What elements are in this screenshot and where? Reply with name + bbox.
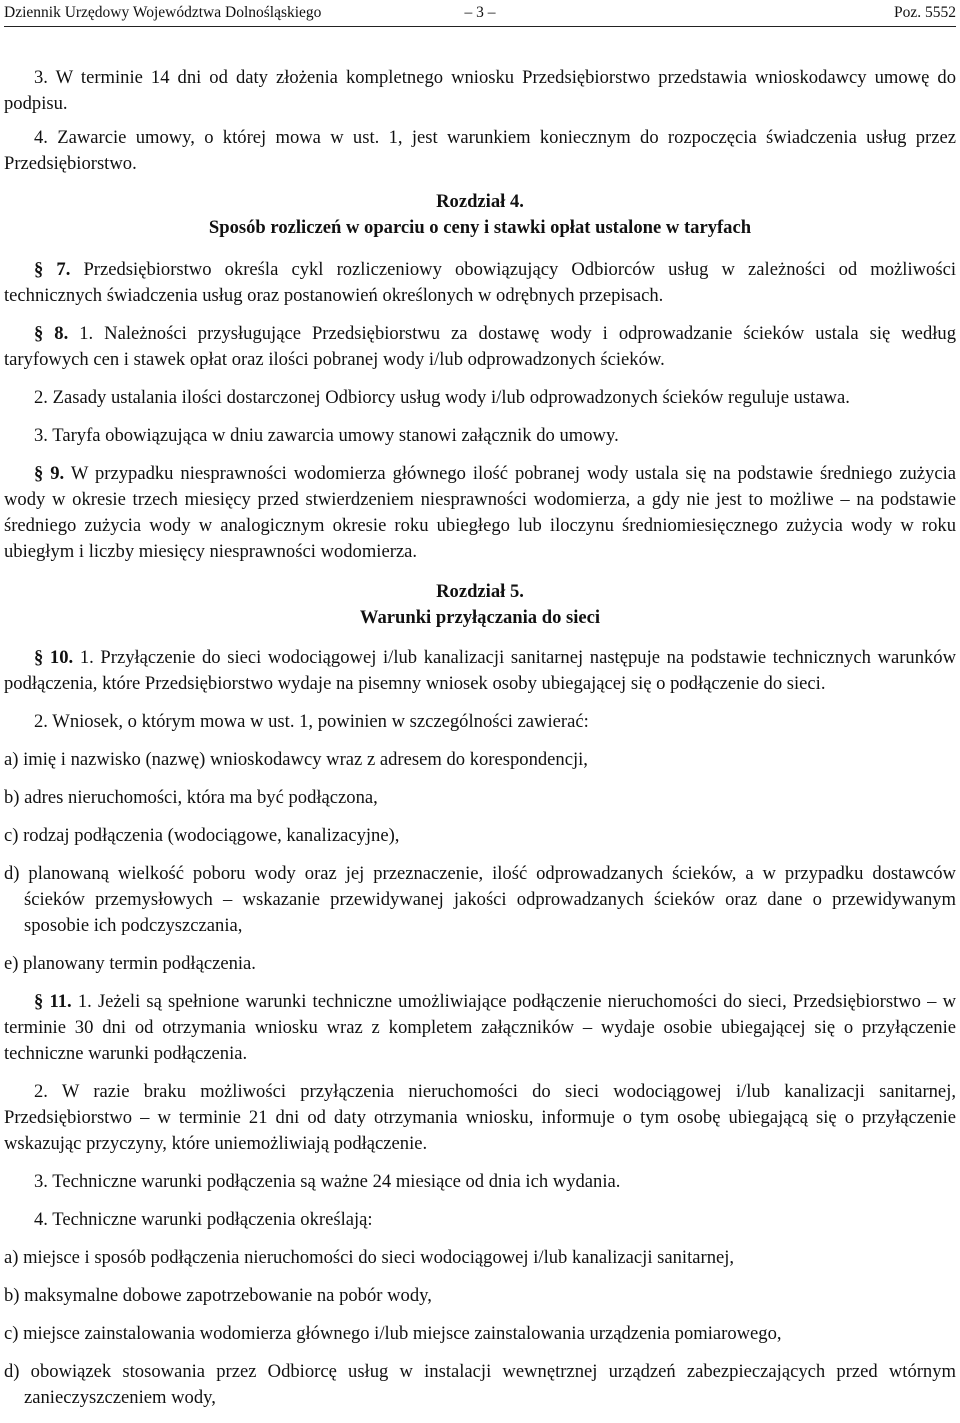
list-item: d) planowaną wielkość poboru wody oraz jej przeznaczenie, ilość odprowadzanych ścieków, a w przypadku dostawców ścieków przemysłowych – wskazanie przewidywanej jakości odprowadzanych ścieków oraz dane o przewidywanym sposobie ich podczyszczania, bbox=[4, 863, 956, 936]
paragraph-text: Zawarcie umowy, o której mowa w ust. 1, jest warunkiem koniecznym do rozpoczęcia świadczenia usług przez Przedsiębiorstwo. bbox=[4, 127, 956, 174]
list-item: b) adres nieruchomości, która ma być podłączona, bbox=[4, 787, 378, 808]
document-page bbox=[4, 0, 956, 1423]
section-11-point-3 bbox=[4, 1169, 956, 1195]
point-text: Zasady ustalania ilości dostarczonej Odbiorcy usług wody i/lub odprowadzonych ścieków reguluje ustawa. bbox=[52, 387, 850, 408]
point-text: W razie braku możliwości przyłączenia nieruchomości do sieci wodociągowej i/lub kanalizacji sanitarnej, Przedsiębiorstwo – w terminie 21 dni od daty otrzymania wniosku, informuje o tym osobę ubiegającą się o przyłączenie wskazując przyczyny, które uniemożliwiają podłączenie. bbox=[4, 1081, 957, 1154]
chapter-label: Rozdział 4. bbox=[436, 191, 524, 212]
section-8-point-1 bbox=[4, 321, 956, 373]
point-number: 1. bbox=[79, 647, 94, 668]
paragraph-number: 3. bbox=[34, 67, 48, 88]
paragraph-text: W terminie 14 dni od daty złożenia kompletnego wniosku Przedsiębiorstwo przedstawia wnioskodawcy umowę do podpisu. bbox=[4, 67, 956, 114]
list-item: a) imię i nazwisko (nazwę) wnioskodawcy wraz z adresem do korespondencji, bbox=[4, 749, 588, 770]
section-number: § 9. bbox=[34, 463, 65, 484]
chapter-label: Rozdział 5. bbox=[436, 581, 524, 602]
section-9 bbox=[4, 461, 956, 565]
section-10-point-2 bbox=[4, 709, 956, 735]
chapter-5-heading bbox=[4, 579, 956, 631]
section-number: § 8. bbox=[34, 323, 69, 344]
header-rule bbox=[4, 26, 956, 27]
journal-title: Dziennik Urzędowy Województwa Dolnośląskiego bbox=[4, 4, 322, 21]
section-number: § 10. bbox=[34, 647, 74, 668]
point-text: Techniczne warunki podłączenia określają: bbox=[52, 1209, 373, 1230]
list-item: d) obowiązek stosowania przez Odbiorcę usług w instalacji wewnętrznej urządzeń zabezpieczających przed wtórnym zanieczyszczeniem wody, bbox=[4, 1361, 956, 1408]
point-text: Techniczne warunki podłączenia są ważne 24 miesiące od dnia ich wydania. bbox=[52, 1171, 621, 1192]
point-text: Wniosek, o którym mowa w ust. 1, powinien w szczególności zawierać: bbox=[52, 711, 589, 732]
section-10-point-1 bbox=[4, 645, 956, 697]
section-8-point-2 bbox=[4, 385, 956, 411]
page-number: – 3 – bbox=[464, 4, 496, 21]
point-number: 2. bbox=[34, 1081, 48, 1102]
point-number: 3. bbox=[34, 1171, 48, 1192]
list-item: c) rodzaj podłączenia (wodociągowe, kanalizacyjne), bbox=[4, 825, 400, 846]
list-item: a) miejsce i sposób podłączenia nieruchomości do sieci wodociągowej i/lub kanalizacji sanitarnej, bbox=[4, 1247, 735, 1268]
chapter-4-heading bbox=[4, 189, 956, 241]
page-header bbox=[4, 0, 956, 24]
section-text: Przedsiębiorstwo określa cykl rozliczeniowy obowiązujący Odbiorców usług w zależności od możliwości technicznych świadczenia usług oraz postanowień określonych w odrębnych przepisach. bbox=[4, 259, 956, 306]
section-8-point-3 bbox=[4, 423, 956, 449]
section-number: § 11. bbox=[34, 991, 72, 1012]
paragraph-4 bbox=[4, 125, 956, 177]
point-text: Taryfa obowiązująca w dniu zawarcia umowy stanowi załącznik do umowy. bbox=[52, 425, 619, 446]
point-number: 1. bbox=[77, 991, 92, 1012]
section-number: § 7. bbox=[34, 259, 71, 280]
point-number: 1. bbox=[79, 323, 94, 344]
point-number: 2. bbox=[34, 711, 48, 732]
section-7 bbox=[4, 257, 956, 309]
point-text: Jeżeli są spełnione warunki techniczne umożliwiające podłączenie nieruchomości do sieci, Przedsiębiorstwo – w terminie 30 dni od otrzymania wniosku wraz z kompletem załączników – wydaje osobie ubiegającej się o przyłączenie techniczne warunki podłączenia. bbox=[4, 991, 956, 1064]
list-item: c) miejsce zainstalowania wodomierza głównego i/lub miejsce zainstalowania urządzenia pomiarowego, bbox=[4, 1323, 782, 1344]
section-11-point-1 bbox=[4, 989, 956, 1067]
list-item: b) maksymalne dobowe zapotrzebowanie na pobór wody, bbox=[4, 1285, 432, 1306]
section-11-point-4 bbox=[4, 1207, 956, 1233]
list-item: e) planowany termin podłączenia. bbox=[4, 953, 256, 974]
point-text: Należności przysługujące Przedsiębiorstwu za dostawę wody i odprowadzanie ścieków ustala się według taryfowych cen i stawek opłat oraz ilości pobranej wody i/lub odprowadzonych ścieków. bbox=[4, 323, 956, 370]
paragraph-3 bbox=[4, 65, 956, 117]
point-text: Przyłączenie do sieci wodociągowej i/lub kanalizacji sanitarnej następuje na podstawie technicznych warunków podłączenia, które Przedsiębiorstwo wydaje na pisemny wniosek osoby ubiegającej się o podłączenie do sieci. bbox=[4, 647, 957, 694]
point-number: 3. bbox=[34, 425, 48, 446]
position-number: Poz. 5552 bbox=[894, 4, 956, 21]
point-number: 2. bbox=[34, 387, 48, 408]
chapter-title: Warunki przyłączania do sieci bbox=[359, 607, 601, 628]
point-number: 4. bbox=[34, 1209, 48, 1230]
section-11-point-2 bbox=[4, 1079, 956, 1157]
section-text: W przypadku niesprawności wodomierza głównego ilość pobranej wody ustala się na podstawie średniego zużycia wody w okresie trzech miesięcy przed stwierdzeniem niesprawności wodomierza, a gdy nie jest to możliwe – na podstawie średniego zużycia wody w analogicznym okresie roku ubiegłego lub iloczynu średniomiesięcznego zużycia wody w roku ubiegłym i liczby miesięcy niesprawności wodomierza. bbox=[4, 463, 957, 562]
paragraph-number: 4. bbox=[34, 127, 48, 148]
chapter-title: Sposób rozliczeń w oparciu o ceny i stawki opłat ustalone w taryfach bbox=[208, 217, 752, 238]
